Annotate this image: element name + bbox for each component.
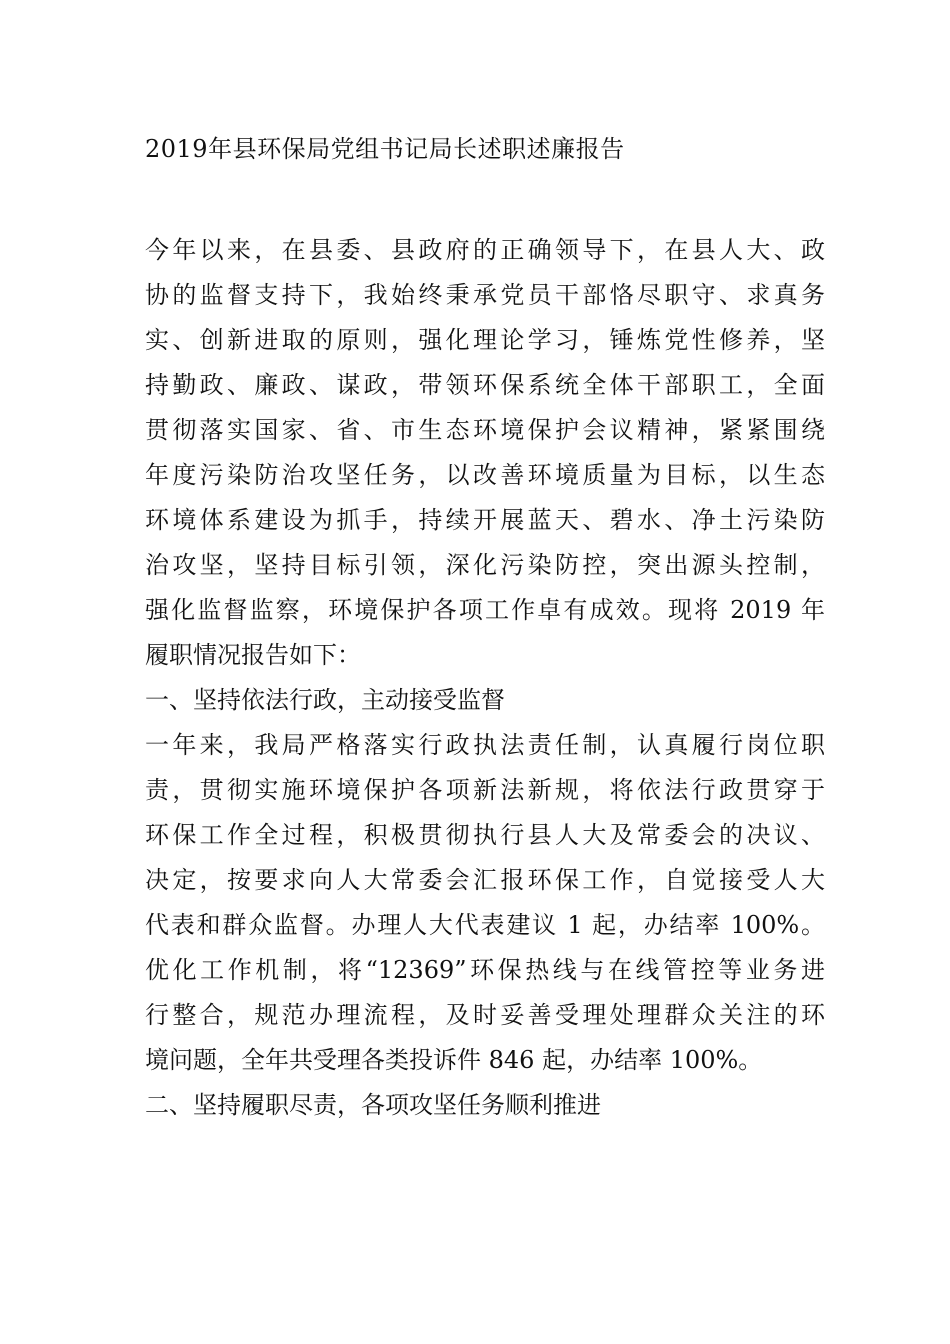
body-line: 实、创新进取的原则，强化理论学习，锤炼党性修养，坚 xyxy=(145,326,825,354)
body-line: 治攻坚，坚持目标引领，深化污染防控，突出源头控制， xyxy=(145,551,825,579)
body-line: 决定，按要求向人大常委会汇报环保工作，自觉接受人大 xyxy=(145,866,825,894)
body-line: 履职情况报告如下： xyxy=(145,641,361,669)
body-line: 环保工作全过程，积极贯彻执行县人大及常委会的决议、 xyxy=(145,821,825,849)
body-line: 贯彻落实国家、省、市生态环境保护会议精神，紧紧围绕 xyxy=(145,416,825,444)
body-line: 优化工作机制，将“12369”环保热线与在线管控等业务进 xyxy=(145,956,825,984)
document-body xyxy=(145,228,825,1128)
document-title: 2019年县环保局党组书记局长述职述廉报告 xyxy=(145,135,625,163)
body-line: 一年来，我局严格落实行政执法责任制，认真履行岗位职 xyxy=(145,731,825,759)
body-line: 环境体系建设为抓手，持续开展蓝天、碧水、净土污染防 xyxy=(145,506,825,534)
body-line: 代表和群众监督。办理人大代表建议 1 起，办结率 100%。 xyxy=(145,911,825,939)
body-line: 年度污染防治攻坚任务，以改善环境质量为目标，以生态 xyxy=(145,461,825,489)
body-line: 持勤政、廉政、谋政，带领环保系统全体干部职工，全面 xyxy=(145,371,825,399)
body-line: 行整合，规范办理流程，及时妥善受理处理群众关注的环 xyxy=(145,1001,825,1029)
section-heading: 二、坚持履职尽责，各项攻坚任务顺利推进 xyxy=(145,1091,601,1119)
body-line: 责，贯彻实施环境保护各项新法新规，将依法行政贯穿于 xyxy=(145,776,825,804)
body-line: 协的监督支持下，我始终秉承党员干部恪尽职守、求真务 xyxy=(145,281,825,309)
section-heading: 一、坚持依法行政，主动接受监督 xyxy=(145,686,505,714)
body-line: 境问题，全年共受理各类投诉件 846 起，办结率 100%。 xyxy=(145,1046,763,1074)
body-line: 今年以来，在县委、县政府的正确领导下，在县人大、政 xyxy=(145,236,825,264)
body-line: 强化监督监察，环境保护各项工作卓有成效。现将 2019 年 xyxy=(145,596,825,624)
